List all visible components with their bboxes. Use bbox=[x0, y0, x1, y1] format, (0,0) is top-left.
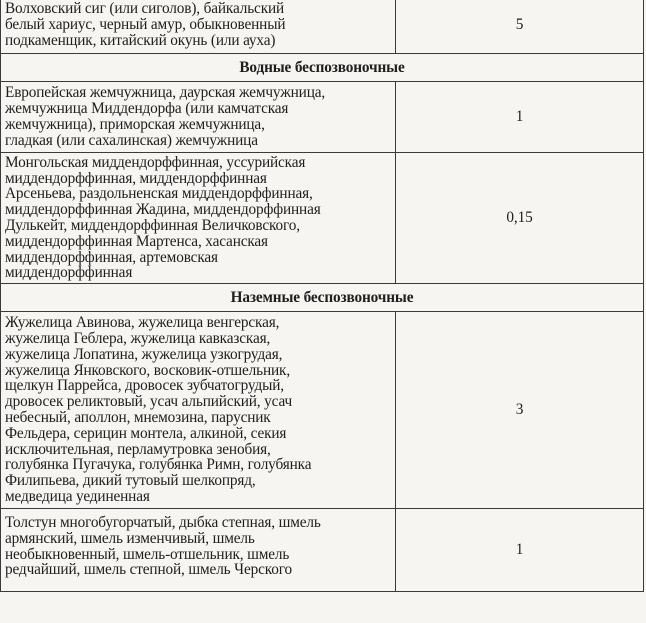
section-title: Водные беспозвоночные bbox=[1, 54, 644, 82]
species-cell: Жужелица Авинова, жужелица венгерская, жужелица Геблера, жужелица кавказская, жужелица Лопатина, жужелица узкогрудая, жужелица Янковского, восковик-отшельник, щелкун Паррейса, дровосек зубчатогрудый, дровосек реликтовый, усач альпийский, усач небесный, аполлон, мнемозина, парусник Фельдера, серицин монтела, алкиной, секия исключительная, перламутровка зенобия, голубянка Пугачука, голубянка Римн, голубянка Филипьева, дикий тутовый шелкопряд, медведица уединенная bbox=[1, 312, 396, 509]
table-row bbox=[1, 509, 644, 592]
section-header-row bbox=[1, 54, 644, 82]
species-cell: Волховский сиг (или сиголов), байкальский белый хариус, черный амур, обыкновенный подкаменщик, китайский окунь (или ауха) bbox=[1, 0, 396, 54]
value-cell: 3 bbox=[396, 312, 644, 509]
value-cell: 0,15 bbox=[396, 153, 644, 284]
value-cell: 1 bbox=[396, 82, 644, 153]
value-cell: 1 bbox=[396, 509, 644, 592]
species-cell: Европейская жемчужница, даурская жемчужница, жемчужница Миддендорфа (или камчатская жемчужница), приморская жемчужница, гладкая (или сахалинская) жемчужница bbox=[1, 82, 396, 153]
value-cell: 5 bbox=[396, 0, 644, 54]
table-row bbox=[1, 312, 644, 509]
section-title: Наземные беспозвоночные bbox=[1, 284, 644, 312]
section-header-row bbox=[1, 284, 644, 312]
species-cell: Толстун многобугорчатый, дыбка степная, шмель армянский, шмель изменчивый, шмель необыкновенный, шмель-отшельник, шмель редчайший, шмель степной, шмель Черского bbox=[1, 509, 396, 592]
species-cell: Монгольская миддендорффинная, уссурийская миддендорффинная, миддендорффинная Арсеньева, раздольненская миддендорффинная, миддендорффинная Жадина, миддендорффинная Дулькейт, миддендорффинная Величковского, миддендорффинная Мартенса, хасанская миддендорффинная, артемовская миддендорффинная bbox=[1, 153, 396, 284]
table-row bbox=[1, 82, 644, 153]
table-row bbox=[1, 153, 644, 284]
table-row bbox=[1, 0, 644, 54]
